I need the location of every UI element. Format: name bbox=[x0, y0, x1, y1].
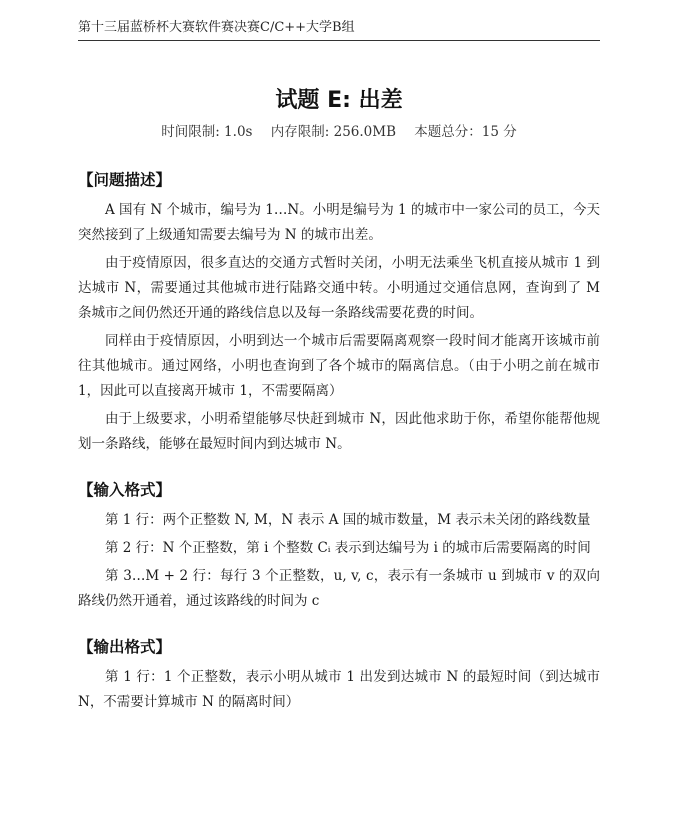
input-section bbox=[78, 478, 600, 614]
page-header: 第十三届蓝桥杯大赛软件赛决赛C/C++大学B组 bbox=[78, 18, 600, 41]
total-score: 本题总分：15 分 bbox=[414, 124, 517, 140]
output-section bbox=[78, 635, 600, 715]
problem-content bbox=[78, 86, 600, 718]
description-paragraph: 由于上级要求，小明希望能够尽快赶到城市 N，因此他求助于你，希望你能帮他规划一条路线，能够在最短时间内到达城市 N。 bbox=[78, 411, 600, 452]
input-heading: 【输入格式】 bbox=[78, 481, 172, 499]
description-section bbox=[78, 168, 600, 457]
input-paragraph: 第 3…M + 2 行：每行 3 个正整数，u, v, c，表示有一条城市 u 到城市 v 的双向路线仍然开通着，通过该路线的时间为 c bbox=[78, 568, 600, 609]
output-paragraph: 第 1 行：1 个正整数，表示小明从城市 1 出发到达城市 N 的最短时间（到达城市 N，不需要计算城市 N 的隔离时间） bbox=[78, 669, 600, 710]
description-paragraph: A 国有 N 个城市，编号为 1…N。小明是编号为 1 的城市中一家公司的员工，今天突然接到了上级通知需要去编号为 N 的城市出差。 bbox=[78, 202, 600, 243]
description-paragraph: 同样由于疫情原因，小明到达一个城市后需要隔离观察一段时间才能离开该城市前往其他城市。通过网络，小明也查询到了各个城市的隔离信息。（由于小明之前在城市 1，因此可以直接离开城市 1，不需要隔离） bbox=[78, 333, 600, 399]
section-spacer bbox=[78, 617, 600, 635]
time-limit: 时间限制: 1.0s bbox=[161, 124, 253, 140]
input-paragraph: 第 1 行：两个正整数 N, M，N 表示 A 国的城市数量，M 表示未关闭的路线数量 bbox=[105, 512, 591, 528]
problem-title: 试题 E: 出差 bbox=[275, 88, 403, 113]
input-paragraph: 第 2 行：N 个正整数，第 i 个整数 Cᵢ 表示到达编号为 i 的城市后需要隔离的时间 bbox=[105, 540, 591, 556]
output-heading: 【输出格式】 bbox=[78, 638, 172, 656]
section-spacer bbox=[78, 460, 600, 478]
memory-limit: 内存限制: 256.0MB bbox=[270, 124, 396, 140]
problem-limits bbox=[78, 122, 600, 142]
description-paragraph: 由于疫情原因，很多直达的交通方式暂时关闭，小明无法乘坐飞机直接从城市 1 到达城市 N，需要通过其他城市进行陆路交通中转。小明通过交通信息网，查询到了 M 条城市之间仍然还开通的路线信息以及每一条路线需要花费的时间。 bbox=[78, 255, 600, 321]
description-heading: 【问题描述】 bbox=[78, 171, 172, 189]
